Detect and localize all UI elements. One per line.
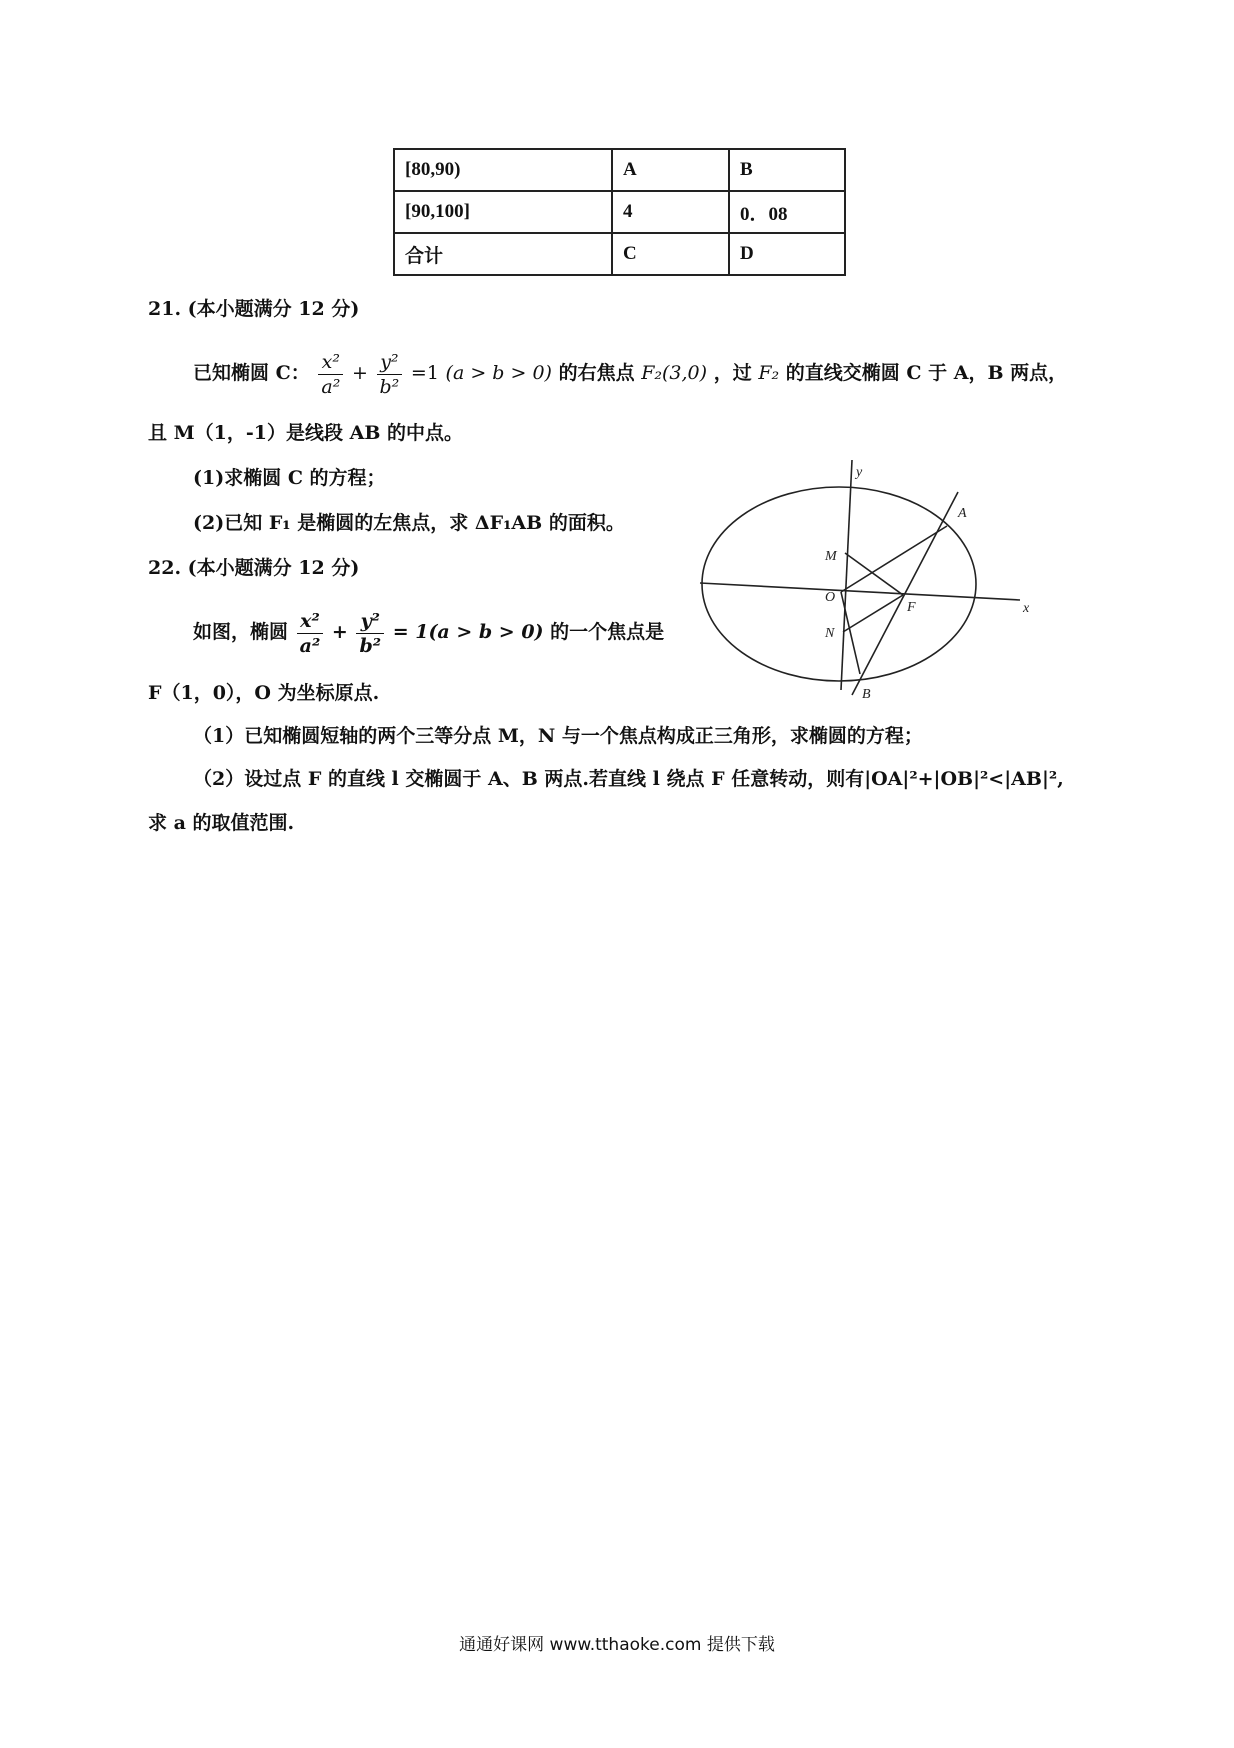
table-row — [394, 149, 845, 191]
q22-text: 的一个焦点是 — [550, 621, 665, 643]
q21-header: 21. (本小题满分 12 分) — [148, 298, 360, 320]
equals-condition: = 1(a > b > 0) — [392, 621, 544, 643]
q21-prefix: 已知椭圆 C： — [193, 362, 310, 384]
label-x: x — [1023, 601, 1030, 616]
q22-part1: （1）已知椭圆短轴的两个三等分点 M，N 与一个焦点构成正三角形，求椭圆的方程； — [193, 725, 923, 747]
fraction-numerator: y² — [380, 350, 399, 373]
label-m: M — [825, 549, 837, 564]
table-cell: [90,100] — [394, 191, 612, 233]
table-row — [394, 191, 845, 233]
label-y: y — [856, 465, 863, 480]
table-cell: B — [729, 149, 845, 191]
q21-line2: 且 M（1，-1）是线段 AB 的中点。 — [148, 422, 464, 444]
table-cell: D — [729, 233, 845, 275]
line-ab — [852, 492, 958, 695]
q21-text: 的右焦点 — [558, 362, 635, 384]
q21-part2: (2)已知 F₁ 是椭圆的左焦点，求 ΔF₁AB 的面积。 — [193, 512, 625, 534]
q22-line2: F（1，0），O 为坐标原点. — [148, 682, 380, 704]
fraction-y2-b2 — [377, 350, 403, 399]
plus-sign: + — [331, 621, 348, 643]
equals-one: =1 — [410, 362, 439, 384]
fraction-numerator: x² — [300, 609, 320, 632]
condition: (a > b > 0) — [445, 362, 552, 384]
q21-text: ，过 — [713, 362, 752, 384]
table-cell: 4 — [612, 191, 729, 233]
label-f: F — [907, 600, 916, 615]
q22-part2: （2）设过点 F 的直线 l 交椭圆于 A、B 两点.若直线 l 绕点 F 任意转动，则有|OA|²+|OB|²<|AB|², — [193, 768, 1064, 790]
q22-prefix: 如图，椭圆 — [193, 621, 289, 643]
focus-point: F₂ — [758, 362, 780, 384]
line-oa — [841, 526, 947, 592]
table-cell: 合计 — [394, 233, 612, 275]
label-o: O — [825, 590, 836, 605]
x-axis — [700, 583, 1020, 600]
y-axis — [841, 460, 852, 690]
fraction-x2-a2 — [297, 609, 324, 658]
fraction-denominator: b² — [377, 374, 403, 399]
table-cell: C — [612, 233, 729, 275]
frequency-table — [393, 148, 846, 276]
table-cell: 0．08 — [729, 191, 845, 233]
fraction-denominator: a² — [297, 633, 324, 658]
fraction-numerator: x² — [321, 350, 341, 373]
footer-credit: 通通好课网 www.tthaoke.com 提供下载 — [459, 1635, 775, 1655]
ellipse-figure — [690, 450, 1050, 710]
focus-point: F₂(3,0) — [641, 362, 708, 384]
label-b: B — [862, 687, 871, 702]
q21-text: 的直线交椭圆 C 于 A，B 两点， — [785, 362, 1068, 384]
table-cell: A — [612, 149, 729, 191]
label-n: N — [825, 626, 835, 641]
fraction-denominator: b² — [356, 633, 384, 658]
label-a: A — [958, 506, 967, 521]
table-cell: [80,90) — [394, 149, 612, 191]
fraction-denominator: a² — [318, 374, 343, 399]
plus-sign: + — [351, 362, 368, 384]
q22-line1 — [193, 604, 664, 660]
fraction-x2-a2 — [318, 350, 343, 399]
q22-header: 22. (本小题满分 12 分) — [148, 557, 360, 579]
ellipse-curve — [702, 487, 976, 681]
fraction-y2-b2 — [356, 609, 384, 658]
q21-line1 — [193, 345, 1067, 401]
table-row — [394, 233, 845, 275]
q21-part1: (1)求椭圆 C 的方程； — [193, 467, 386, 489]
q22-part2-end: 求 a 的取值范围. — [148, 812, 295, 834]
fraction-numerator: y² — [360, 609, 380, 632]
